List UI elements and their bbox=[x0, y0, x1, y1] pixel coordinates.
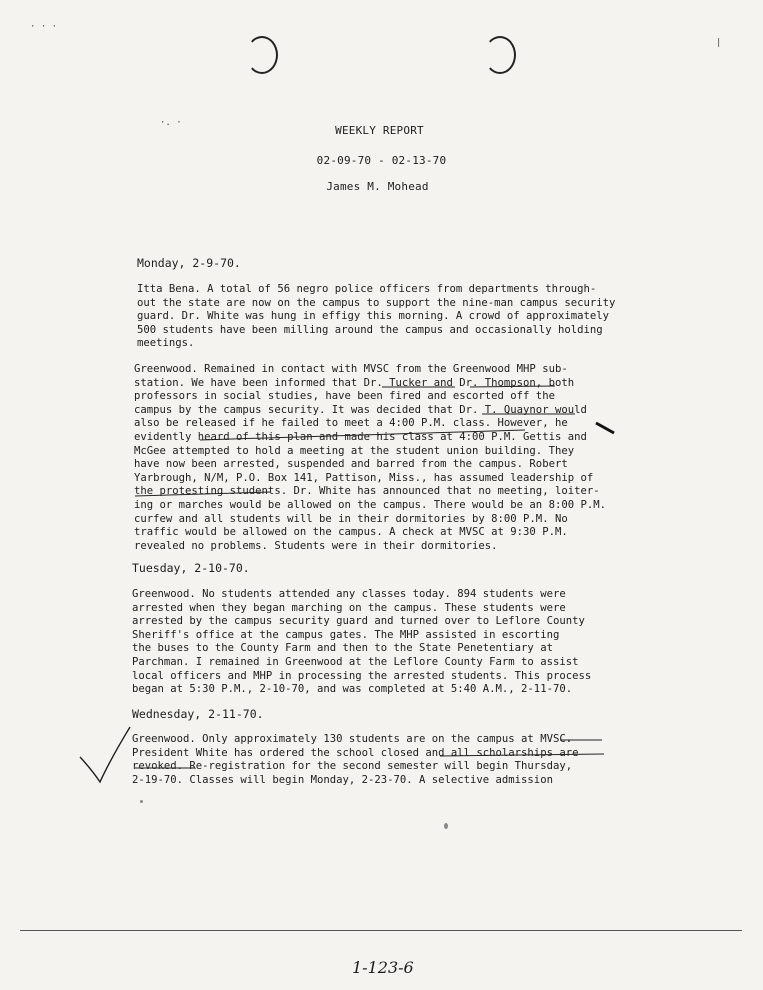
entry-paragraph: Greenwood. Remained in contact with MVSC from the Greenwood MHP sub- station. We have been informed that Dr. Tucker and Dr. Thompson, both professors in social studies, have been fired and escorted off the campus by the campus security. It was decided that Dr. T. Quaynor would also be released if he failed to meet a 4:00 P.M. class. However, he evidently heard of this plan and made his class at 4:00 P.M. Gettis and McGee attempted to hold a meeting at the student union building. They have now been arrested, suspended and barred from the campus. Robert Yarbrough, N/M, P.O. Box 141, Pattison, Miss., has assumed leadership of the protesting students. Dr. White has announced that no meeting, loiter- ing or marches would be allowed on the campus. There would be an 8:00 P.M. curfew and all students will be in their dormitories by 8:00 P.M. No traffic would be allowed on the campus. A check at MVSC at 9:30 P.M. revealed no problems. Students were in their dormitories. bbox=[134, 363, 606, 552]
entry-day-heading: Wednesday, 2-11-70. bbox=[132, 707, 264, 721]
page-number: 1-123-6 bbox=[352, 958, 414, 977]
report-author: James M. Mohead bbox=[326, 180, 429, 193]
entry-paragraph: Greenwood. No students attended any classes today. 894 students were arrested when they began marching on the campus. These students were arrested by the campus security guard and turned over to Leflore County Sheriff's office at the campus gates. The MHP assisted in escorting the buses to the County Farm and then to the State Penetentiary at Parchman. I remained in Greenwood at the Leflore County Farm to assist local officers and MHP in processing the arrested students. This process began at 5:30 P.M., 2-10-70, and was completed at 5:40 A.M., 2-11-70. bbox=[132, 588, 592, 696]
bottom-rule bbox=[20, 930, 742, 931]
report-date-range: 02-09-70 - 02-13-70 bbox=[316, 154, 447, 167]
entry-paragraph: Itta Bena. A total of 56 negro police officers from departments through- out the state are now on the campus to support the nine-man campus security guard. Dr. White was hung in effigy this morning. A crowd of approximately 500 students have been milling around the campus and occasionally holding meetings. bbox=[137, 283, 616, 350]
scan-speck bbox=[444, 823, 448, 829]
entry-day-heading: Monday, 2-9-70. bbox=[137, 256, 241, 270]
punch-hole-right bbox=[484, 36, 516, 74]
scan-speck bbox=[140, 800, 143, 803]
entry-day-heading: Tuesday, 2-10-70. bbox=[132, 561, 250, 575]
entry-paragraph: Greenwood. Only approximately 130 students are on the campus at MVSC. President White has ordered the school closed and all scholarships are revoked. Re-registration for the second semester will begin Thursday, 2-19-70. Classes will begin Monday, 2-23-70. A selective admission bbox=[132, 733, 579, 786]
scan-mark: ·. · bbox=[160, 118, 182, 128]
punch-hole-left bbox=[246, 36, 278, 74]
check-mark bbox=[80, 727, 130, 782]
scan-mark: · · · bbox=[30, 22, 58, 32]
report-title: WEEKLY REPORT bbox=[335, 124, 424, 137]
scan-mark: | bbox=[716, 38, 722, 48]
